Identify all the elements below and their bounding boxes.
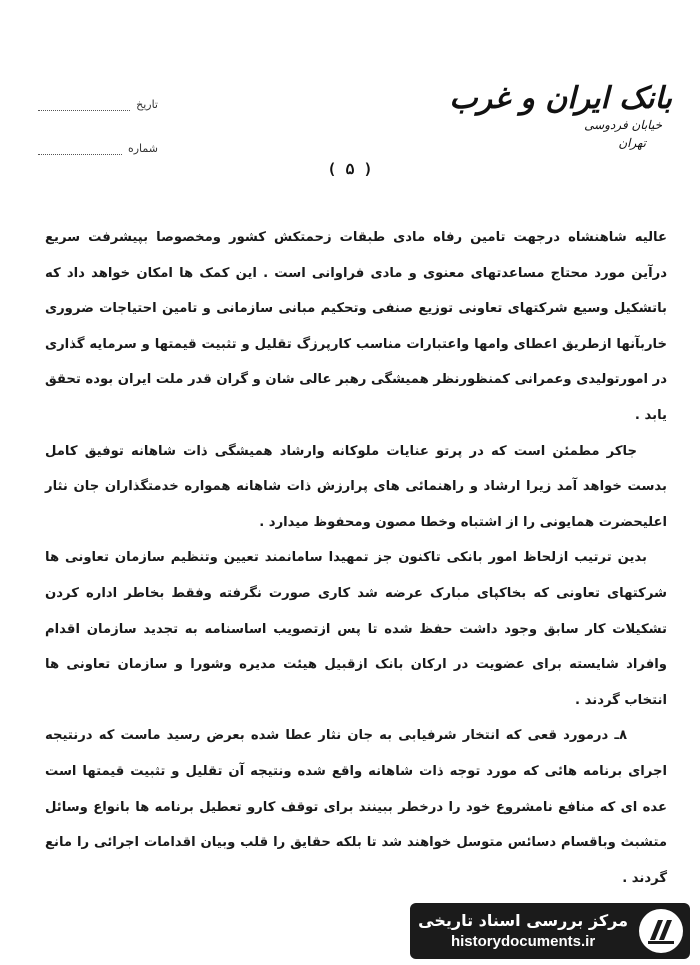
date-label: تاریخ [136,98,158,111]
archive-logo-icon [636,906,686,956]
letter-body [45,220,667,896]
number-label: شماره [127,142,158,155]
letterhead [449,81,672,152]
page-number: ( ۵ ) [327,160,373,178]
date-dotted-line [38,102,130,111]
address-city: تهران [618,136,646,150]
number-dotted-line [38,146,122,155]
paragraph-2: جاکر مطمئن است که در پرتو عنایات ملوکانه وارشاد همیشگی ذات شاهانه توفیق کامل بدست خواهد آمد زیرا ارشاد و راهنمائی های پرارزش ذات شاهانه همواره خدمتگذاران جان نثار اعلیحضرت همایونی را از اشتباه وخطا مصون ومحفوظ میدارد . [45,443,667,530]
date-field [38,98,158,111]
address-street: خیابان فردوسی [584,118,662,132]
paragraph-4: ۸ـ درمورد قعی که انتخار شرفیابی به جان نثار عطا شده بعرض رسید ماست که درنتیجه اجرای برنامه هائی که مورد توجه ذات شاهانه واقع شده ونتیجه آن تقلیل و تثبیت قیمتها است عده ای که منافع نامشروع خود را درخطر ببینند برای توقف کارو تعطیل برنامه ها بانواع وسائل متشبث وباقسام دسائس متوسل خواهند شد تا بلکه حقایق را قلب وبیان اقدامات اجرائی را مانع گردند . [45,728,667,886]
number-field [38,142,158,155]
watermark-text [418,910,628,952]
bank-name: بانک ایران و غرب [449,81,672,116]
watermark-title: مرکز بررسی اسناد تاریخی [418,911,628,930]
paragraph-1: عالیه شاهنشاه درجهت تامین رفاه مادی طبقات زحمتکش کشور ومخصوصا بپیشرفت سریع درآین مورد محتاج مساعدتهای معنوی و مادی فراوانی است . این کمک ها امکان خواهد داد که باتشکیل وسیع شرکتهای تعاونی توزیع صنفی وتحکیم مبانی سازمانی و تامین احتیاجات ضروری خاربآنها ازطریق اعطای وامها واعتبارات مناسب کارپرزگ تقلیل و تثبیت قیمتها و سرمایه گذاری در امورتولیدی وعمرانی کمنظورنظر همیشگی رهبر عالی شان و گران قدر ملت ایران بوده تحقق یابد . [45,230,667,423]
watermark-url: historydocuments.ir [450,933,596,950]
paragraph-3: بدین ترتیب ازلحاظ امور بانکی تاکنون جز تمهیدا سامانمند تعیین وتنظیم سازمان تعاونی ها شرکتهای تعاونی که بخاکپای مبارک عرضه شد کاری صورت نگرفته وفقط بخاطر اداره کردن تشکیلات کار سابق وجود داشت حفظ شده تا پس ازتصویب اساسنامه به تجدید سازمان اقدام وافراد شایسته برای عضویت در ارکان بانک ازقبیل هیئت مدیره وشورا و سازمان تعاونی ها انتخاب گردند . [45,550,667,708]
watermark [410,903,690,959]
